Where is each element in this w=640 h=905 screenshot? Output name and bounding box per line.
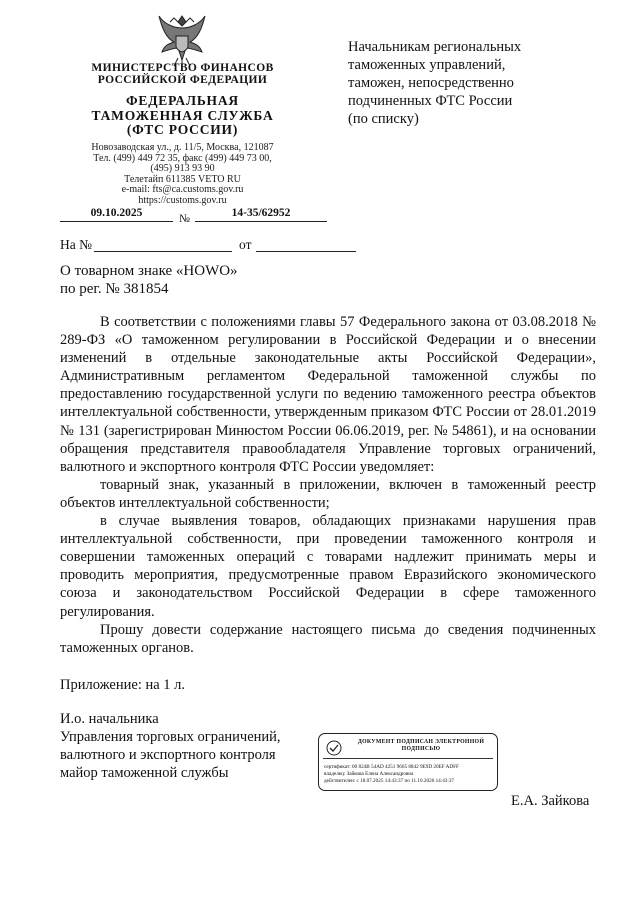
- signer-line: И.о. начальника: [60, 711, 159, 727]
- electronic-signature-stamp: [318, 733, 498, 791]
- stamp-certificate: сертификат: 00 824B 54AD 4251 9665 8842 9E9D 20EF ADFF: [324, 764, 459, 770]
- reference-date-label: от: [239, 237, 252, 252]
- registration-row: [60, 207, 300, 225]
- body-paragraph: Прошу довести содержание настоящего письма до сведения подчиненных таможенных органов.: [60, 621, 596, 656]
- ministry-name: [60, 62, 305, 86]
- addressee-line: (по списку): [348, 111, 419, 127]
- service-line: (ФТС РОССИИ): [126, 122, 239, 137]
- contact-block: [60, 143, 305, 207]
- letter-body: [60, 313, 596, 657]
- letter-subject: [60, 262, 238, 298]
- ministry-line: МИНИСТЕРСТВО ФИНАНСОВ: [91, 62, 274, 74]
- signer-line: Управления торговых ограничений,: [60, 729, 281, 745]
- stamp-title-line: ДОКУМЕНТ ПОДПИСАН ЭЛЕКТРОННОЙ: [357, 739, 485, 745]
- registration-date: 09.10.2025: [60, 207, 173, 222]
- service-line: ТАМОЖЕННАЯ СЛУЖБА: [91, 107, 274, 123]
- body-paragraph: в случае выявления товаров, обладающих признаками нарушения прав интеллектуальной собственности, при проведении таможенного контроля и совершении таможенных операций с товарами надлежит принимать меры и проводить мероприятия, предусмотренные правом Евразийского экономического союза и законодательством Российской Федерации в сфере таможенного регулирования.: [60, 513, 596, 620]
- stamp-title-line: ПОДПИСЬЮ: [401, 746, 441, 752]
- reference-number-blank: [94, 251, 232, 252]
- addressee-line: подчиненных ФТС России: [348, 93, 513, 109]
- stamp-divider: [323, 758, 493, 759]
- contact-line: Тел. (499) 449 72 35, факс (499) 449 73 00,: [93, 152, 272, 164]
- contact-line: e-mail: fts@ca.customs.gov.ru: [121, 184, 244, 196]
- addressee-line: Начальникам региональных: [348, 39, 522, 55]
- signer-block: [60, 710, 310, 782]
- body-paragraph: В соответствии с положениями главы 57 Федерального закона от 03.08.2018 № 289-ФЗ «О таможенном регулировании в Российской Федерации и о внесении изменений в отдельные законодательные акты Российской Федерации», Административным регламентом Федеральной таможенной службы по предоставлению государственной услуги по ведению таможенного реестра объектов интеллектуальной собственности, утвержденным приказом ФТС России от 28.01.2019 № 131 (зарегистрирован Минюстом России 06.06.2019, рег. № 54861), и на основании обращения представителя правообладателя Управление торговых ограничений, валютного и экспортного контроля ФТС России уведомляет:: [60, 314, 596, 475]
- signer-name: Е.А. Зайкова: [511, 793, 590, 809]
- contact-line: Новозаводская ул., д. 11/5, Москва, 121087: [91, 142, 274, 153]
- ministry-line: РОССИЙСКОЙ ФЕДЕРАЦИИ: [97, 74, 268, 86]
- contact-line: Телетайп 611385 VETO RU: [124, 173, 241, 185]
- stamp-owner: владелец: Зайкова Елена Александровна: [324, 771, 414, 777]
- service-line: ФЕДЕРАЛЬНАЯ: [126, 93, 239, 108]
- subject-line: О товарном знаке «HOWO»: [60, 263, 238, 279]
- coat-of-arms-emblem: [156, 12, 208, 68]
- stamp-title: [349, 739, 493, 753]
- reference-number-label: На №: [60, 237, 92, 252]
- subject-line: по рег. № 381854: [60, 281, 169, 297]
- body-paragraph: товарный знак, указанный в приложении, включен в таможенный реестр объектов интеллектуальной собственности;: [60, 476, 596, 511]
- reference-row: [60, 237, 300, 255]
- contact-line: (495) 913 93 90: [150, 163, 215, 175]
- registration-number: 14-35/62952: [195, 207, 327, 222]
- reference-date-blank: [256, 251, 356, 252]
- number-sign: №: [179, 213, 190, 225]
- signature-seal-icon: [323, 739, 345, 757]
- addressee-block: [348, 38, 608, 128]
- signer-line: валютного и экспортного контроля: [60, 747, 276, 763]
- contact-line: https://customs.gov.ru: [138, 194, 227, 206]
- signer-line: майор таможенной службы: [60, 765, 229, 781]
- attachment-note: Приложение: на 1 л.: [60, 677, 186, 693]
- service-name: [60, 94, 305, 138]
- addressee-line: таможен, непосредственно: [348, 75, 514, 91]
- addressee-line: таможенных управлений,: [348, 57, 506, 73]
- stamp-validity: действителен: с 18.07.2025 14:43:37 по 11.10.2026 14:43:37: [324, 778, 455, 784]
